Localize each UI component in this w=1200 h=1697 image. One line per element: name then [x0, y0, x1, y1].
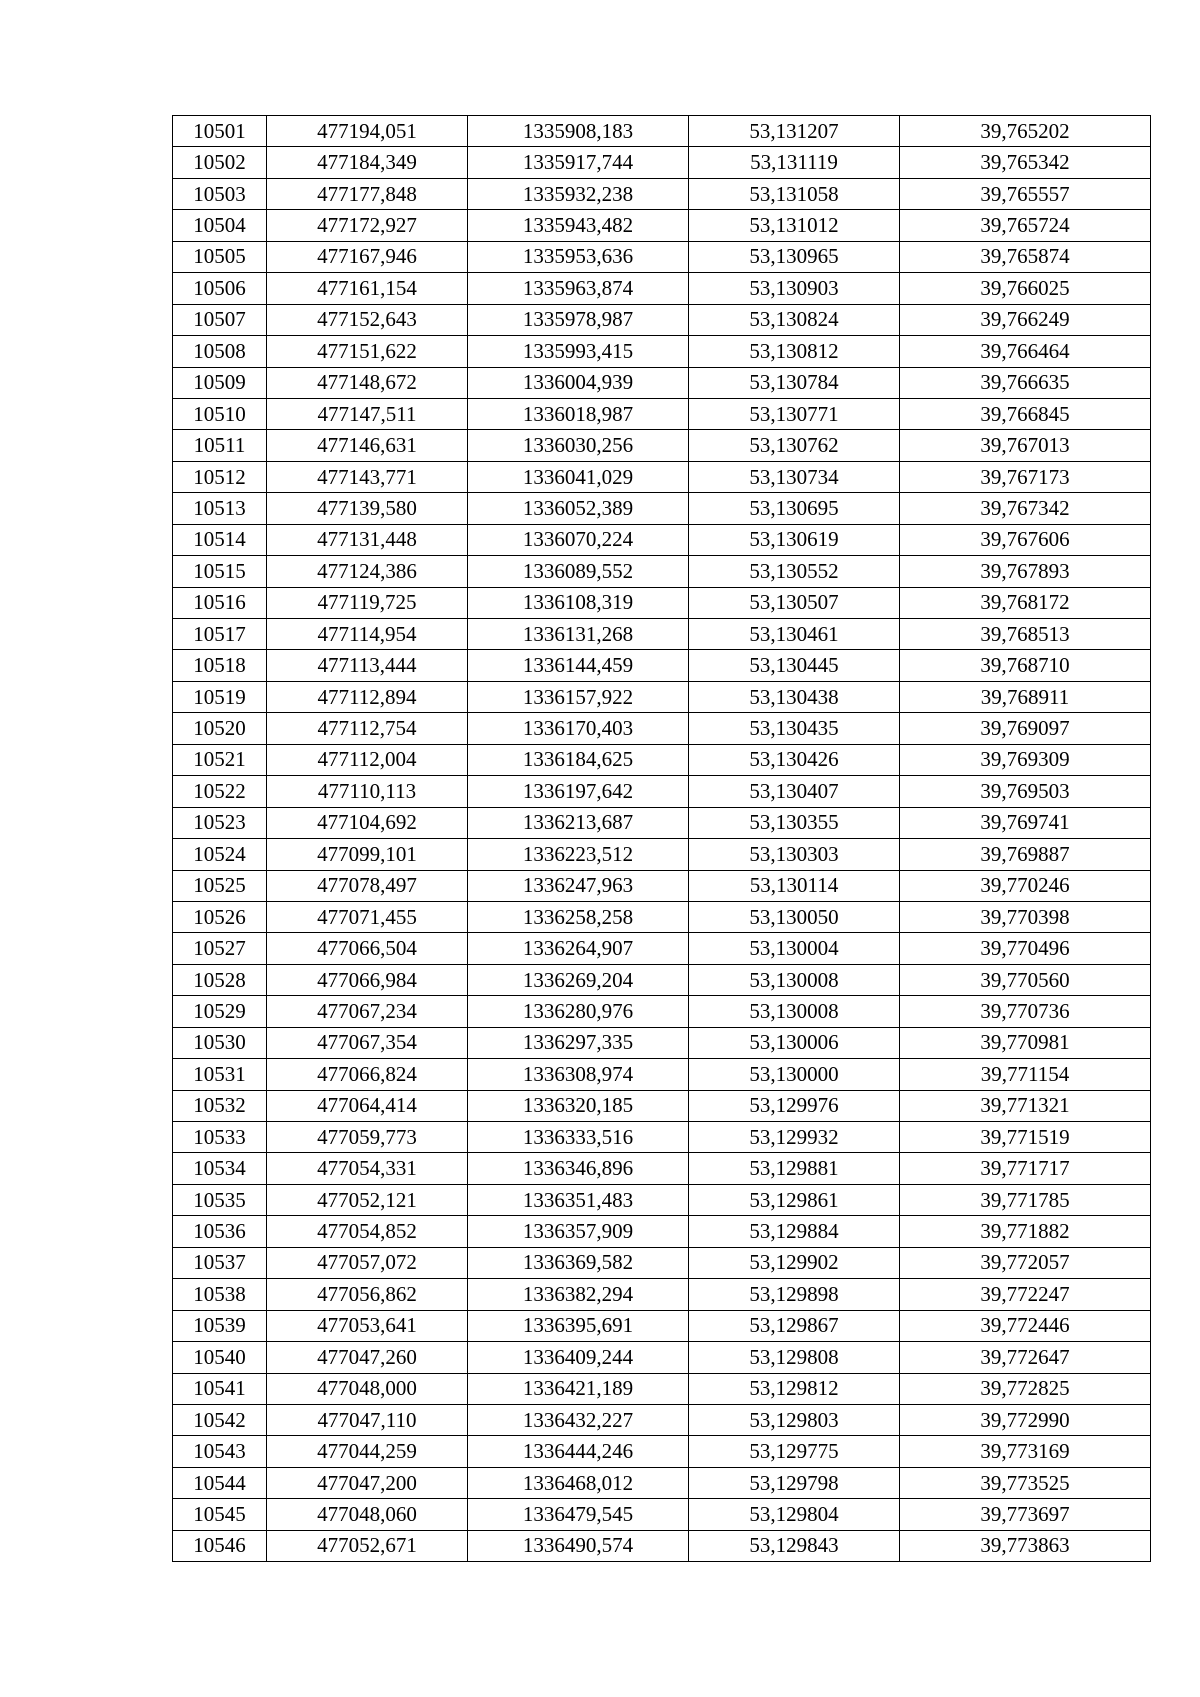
latitude-cell: 53,130695	[689, 493, 900, 524]
y-coordinate-cell: 1336333,516	[468, 1122, 689, 1153]
y-coordinate-cell: 1336018,987	[468, 398, 689, 429]
point-number-cell: 10517	[173, 619, 267, 650]
table-row	[173, 650, 1151, 681]
table-row	[173, 901, 1151, 932]
table-row	[173, 493, 1151, 524]
point-number-cell: 10534	[173, 1153, 267, 1184]
table-row	[173, 398, 1151, 429]
longitude-cell: 39,772446	[900, 1310, 1151, 1341]
point-number-cell: 10507	[173, 304, 267, 335]
y-coordinate-cell: 1336030,256	[468, 430, 689, 461]
table-row	[173, 1530, 1151, 1561]
y-coordinate-cell: 1335943,482	[468, 210, 689, 241]
latitude-cell: 53,129932	[689, 1122, 900, 1153]
y-coordinate-cell: 1336468,012	[468, 1467, 689, 1498]
latitude-cell: 53,129843	[689, 1530, 900, 1561]
x-coordinate-cell: 477052,121	[267, 1184, 468, 1215]
y-coordinate-cell: 1336369,582	[468, 1247, 689, 1278]
latitude-cell: 53,130461	[689, 619, 900, 650]
table-row	[173, 241, 1151, 272]
table-row	[173, 1090, 1151, 1121]
longitude-cell: 39,771519	[900, 1122, 1151, 1153]
y-coordinate-cell: 1336269,204	[468, 964, 689, 995]
point-number-cell: 10514	[173, 524, 267, 555]
table-row	[173, 1436, 1151, 1467]
x-coordinate-cell: 477143,771	[267, 461, 468, 492]
point-number-cell: 10515	[173, 556, 267, 587]
table-row	[173, 1247, 1151, 1278]
table-row	[173, 1467, 1151, 1498]
y-coordinate-cell: 1335917,744	[468, 147, 689, 178]
y-coordinate-cell: 1336280,976	[468, 996, 689, 1027]
y-coordinate-cell: 1336197,642	[468, 776, 689, 807]
y-coordinate-cell: 1336170,403	[468, 713, 689, 744]
x-coordinate-cell: 477066,984	[267, 964, 468, 995]
longitude-cell: 39,772990	[900, 1404, 1151, 1435]
x-coordinate-cell: 477048,060	[267, 1499, 468, 1530]
longitude-cell: 39,772647	[900, 1342, 1151, 1373]
x-coordinate-cell: 477064,414	[267, 1090, 468, 1121]
longitude-cell: 39,769503	[900, 776, 1151, 807]
latitude-cell: 53,131058	[689, 178, 900, 209]
x-coordinate-cell: 477112,004	[267, 744, 468, 775]
longitude-cell: 39,767893	[900, 556, 1151, 587]
table-row	[173, 210, 1151, 241]
latitude-cell: 53,130824	[689, 304, 900, 335]
x-coordinate-cell: 477112,894	[267, 681, 468, 712]
longitude-cell: 39,766025	[900, 273, 1151, 304]
longitude-cell: 39,765557	[900, 178, 1151, 209]
latitude-cell: 53,129808	[689, 1342, 900, 1373]
x-coordinate-cell: 477113,444	[267, 650, 468, 681]
longitude-cell: 39,773525	[900, 1467, 1151, 1498]
point-number-cell: 10505	[173, 241, 267, 272]
longitude-cell: 39,768911	[900, 681, 1151, 712]
y-coordinate-cell: 1336052,389	[468, 493, 689, 524]
longitude-cell: 39,769097	[900, 713, 1151, 744]
point-number-cell: 10520	[173, 713, 267, 744]
x-coordinate-cell: 477161,154	[267, 273, 468, 304]
table-row	[173, 807, 1151, 838]
point-number-cell: 10503	[173, 178, 267, 209]
latitude-cell: 53,129812	[689, 1373, 900, 1404]
point-number-cell: 10526	[173, 901, 267, 932]
longitude-cell: 39,766249	[900, 304, 1151, 335]
table-row	[173, 273, 1151, 304]
point-number-cell: 10509	[173, 367, 267, 398]
longitude-cell: 39,770246	[900, 870, 1151, 901]
latitude-cell: 53,129867	[689, 1310, 900, 1341]
x-coordinate-cell: 477177,848	[267, 178, 468, 209]
table-row	[173, 996, 1151, 1027]
longitude-cell: 39,773169	[900, 1436, 1151, 1467]
latitude-cell: 53,129902	[689, 1247, 900, 1278]
y-coordinate-cell: 1336395,691	[468, 1310, 689, 1341]
point-number-cell: 10542	[173, 1404, 267, 1435]
y-coordinate-cell: 1335978,987	[468, 304, 689, 335]
x-coordinate-cell: 477067,354	[267, 1027, 468, 1058]
longitude-cell: 39,767173	[900, 461, 1151, 492]
point-number-cell: 10518	[173, 650, 267, 681]
table-row	[173, 1342, 1151, 1373]
point-number-cell: 10545	[173, 1499, 267, 1530]
x-coordinate-cell: 477146,631	[267, 430, 468, 461]
latitude-cell: 53,130784	[689, 367, 900, 398]
y-coordinate-cell: 1336357,909	[468, 1216, 689, 1247]
longitude-cell: 39,765874	[900, 241, 1151, 272]
point-number-cell: 10513	[173, 493, 267, 524]
latitude-cell: 53,130771	[689, 398, 900, 429]
table-row	[173, 681, 1151, 712]
longitude-cell: 39,767342	[900, 493, 1151, 524]
x-coordinate-cell: 477172,927	[267, 210, 468, 241]
latitude-cell: 53,130762	[689, 430, 900, 461]
table-row	[173, 933, 1151, 964]
y-coordinate-cell: 1336351,483	[468, 1184, 689, 1215]
x-coordinate-cell: 477071,455	[267, 901, 468, 932]
table-row	[173, 839, 1151, 870]
y-coordinate-cell: 1336479,545	[468, 1499, 689, 1530]
y-coordinate-cell: 1336144,459	[468, 650, 689, 681]
longitude-cell: 39,766845	[900, 398, 1151, 429]
latitude-cell: 53,129898	[689, 1279, 900, 1310]
latitude-cell: 53,130734	[689, 461, 900, 492]
x-coordinate-cell: 477119,725	[267, 587, 468, 618]
point-number-cell: 10523	[173, 807, 267, 838]
latitude-cell: 53,131119	[689, 147, 900, 178]
point-number-cell: 10533	[173, 1122, 267, 1153]
point-number-cell: 10511	[173, 430, 267, 461]
y-coordinate-cell: 1336004,939	[468, 367, 689, 398]
longitude-cell: 39,767013	[900, 430, 1151, 461]
point-number-cell: 10519	[173, 681, 267, 712]
x-coordinate-cell: 477054,852	[267, 1216, 468, 1247]
y-coordinate-cell: 1336223,512	[468, 839, 689, 870]
x-coordinate-cell: 477139,580	[267, 493, 468, 524]
latitude-cell: 53,131207	[689, 116, 900, 147]
point-number-cell: 10530	[173, 1027, 267, 1058]
longitude-cell: 39,771785	[900, 1184, 1151, 1215]
table-row	[173, 1122, 1151, 1153]
x-coordinate-cell: 477151,622	[267, 336, 468, 367]
longitude-cell: 39,771154	[900, 1059, 1151, 1090]
point-number-cell: 10522	[173, 776, 267, 807]
latitude-cell: 53,130507	[689, 587, 900, 618]
point-number-cell: 10544	[173, 1467, 267, 1498]
longitude-cell: 39,770398	[900, 901, 1151, 932]
latitude-cell: 53,130552	[689, 556, 900, 587]
point-number-cell: 10501	[173, 116, 267, 147]
x-coordinate-cell: 477054,331	[267, 1153, 468, 1184]
y-coordinate-cell: 1336444,246	[468, 1436, 689, 1467]
x-coordinate-cell: 477047,200	[267, 1467, 468, 1498]
x-coordinate-cell: 477052,671	[267, 1530, 468, 1561]
latitude-cell: 53,130426	[689, 744, 900, 775]
latitude-cell: 53,130050	[689, 901, 900, 932]
table-row	[173, 1404, 1151, 1435]
point-number-cell: 10535	[173, 1184, 267, 1215]
table-row	[173, 1216, 1151, 1247]
x-coordinate-cell: 477184,349	[267, 147, 468, 178]
y-coordinate-cell: 1336297,335	[468, 1027, 689, 1058]
table-row	[173, 178, 1151, 209]
latitude-cell: 53,130903	[689, 273, 900, 304]
point-number-cell: 10525	[173, 870, 267, 901]
x-coordinate-cell: 477066,504	[267, 933, 468, 964]
point-number-cell: 10543	[173, 1436, 267, 1467]
point-number-cell: 10504	[173, 210, 267, 241]
latitude-cell: 53,130008	[689, 996, 900, 1027]
latitude-cell: 53,130303	[689, 839, 900, 870]
table-row	[173, 619, 1151, 650]
table-row	[173, 430, 1151, 461]
coordinates-table	[172, 115, 1151, 1562]
table-row	[173, 1279, 1151, 1310]
latitude-cell: 53,129884	[689, 1216, 900, 1247]
table-row	[173, 1027, 1151, 1058]
y-coordinate-cell: 1336184,625	[468, 744, 689, 775]
point-number-cell: 10528	[173, 964, 267, 995]
latitude-cell: 53,130407	[689, 776, 900, 807]
y-coordinate-cell: 1336157,922	[468, 681, 689, 712]
point-number-cell: 10538	[173, 1279, 267, 1310]
point-number-cell: 10516	[173, 587, 267, 618]
table-row	[173, 116, 1151, 147]
latitude-cell: 53,130965	[689, 241, 900, 272]
point-number-cell: 10521	[173, 744, 267, 775]
longitude-cell: 39,767606	[900, 524, 1151, 555]
y-coordinate-cell: 1336346,896	[468, 1153, 689, 1184]
latitude-cell: 53,129775	[689, 1436, 900, 1467]
longitude-cell: 39,768710	[900, 650, 1151, 681]
longitude-cell: 39,771882	[900, 1216, 1151, 1247]
x-coordinate-cell: 477194,051	[267, 116, 468, 147]
longitude-cell: 39,771321	[900, 1090, 1151, 1121]
y-coordinate-cell: 1336258,258	[468, 901, 689, 932]
y-coordinate-cell: 1335953,636	[468, 241, 689, 272]
table-row	[173, 1310, 1151, 1341]
x-coordinate-cell: 477056,862	[267, 1279, 468, 1310]
point-number-cell: 10536	[173, 1216, 267, 1247]
latitude-cell: 53,130000	[689, 1059, 900, 1090]
latitude-cell: 53,129798	[689, 1467, 900, 1498]
longitude-cell: 39,769741	[900, 807, 1151, 838]
x-coordinate-cell: 477112,754	[267, 713, 468, 744]
latitude-cell: 53,130619	[689, 524, 900, 555]
latitude-cell: 53,130355	[689, 807, 900, 838]
point-number-cell: 10508	[173, 336, 267, 367]
latitude-cell: 53,129861	[689, 1184, 900, 1215]
table-row	[173, 776, 1151, 807]
y-coordinate-cell: 1336108,319	[468, 587, 689, 618]
table-row	[173, 304, 1151, 335]
x-coordinate-cell: 477131,448	[267, 524, 468, 555]
latitude-cell: 53,131012	[689, 210, 900, 241]
point-number-cell: 10524	[173, 839, 267, 870]
x-coordinate-cell: 477124,386	[267, 556, 468, 587]
y-coordinate-cell: 1336247,963	[468, 870, 689, 901]
longitude-cell: 39,770981	[900, 1027, 1151, 1058]
latitude-cell: 53,130006	[689, 1027, 900, 1058]
longitude-cell: 39,768172	[900, 587, 1151, 618]
longitude-cell: 39,772057	[900, 1247, 1151, 1278]
x-coordinate-cell: 477078,497	[267, 870, 468, 901]
longitude-cell: 39,770560	[900, 964, 1151, 995]
latitude-cell: 53,129804	[689, 1499, 900, 1530]
x-coordinate-cell: 477110,113	[267, 776, 468, 807]
longitude-cell: 39,770736	[900, 996, 1151, 1027]
y-coordinate-cell: 1336409,244	[468, 1342, 689, 1373]
y-coordinate-cell: 1336264,907	[468, 933, 689, 964]
coordinates-table-body	[173, 116, 1151, 1562]
latitude-cell: 53,129881	[689, 1153, 900, 1184]
x-coordinate-cell: 477147,511	[267, 398, 468, 429]
y-coordinate-cell: 1336089,552	[468, 556, 689, 587]
point-number-cell: 10510	[173, 398, 267, 429]
x-coordinate-cell: 477057,072	[267, 1247, 468, 1278]
latitude-cell: 53,130445	[689, 650, 900, 681]
table-row	[173, 744, 1151, 775]
table-row	[173, 556, 1151, 587]
longitude-cell: 39,769887	[900, 839, 1151, 870]
x-coordinate-cell: 477048,000	[267, 1373, 468, 1404]
y-coordinate-cell: 1336308,974	[468, 1059, 689, 1090]
latitude-cell: 53,129976	[689, 1090, 900, 1121]
point-number-cell: 10512	[173, 461, 267, 492]
table-row	[173, 1184, 1151, 1215]
latitude-cell: 53,130004	[689, 933, 900, 964]
point-number-cell: 10540	[173, 1342, 267, 1373]
table-row	[173, 1153, 1151, 1184]
latitude-cell: 53,130008	[689, 964, 900, 995]
point-number-cell: 10531	[173, 1059, 267, 1090]
point-number-cell: 10537	[173, 1247, 267, 1278]
x-coordinate-cell: 477047,260	[267, 1342, 468, 1373]
table-row	[173, 1499, 1151, 1530]
longitude-cell: 39,772247	[900, 1279, 1151, 1310]
y-coordinate-cell: 1336432,227	[468, 1404, 689, 1435]
y-coordinate-cell: 1335993,415	[468, 336, 689, 367]
longitude-cell: 39,766635	[900, 367, 1151, 398]
x-coordinate-cell: 477047,110	[267, 1404, 468, 1435]
latitude-cell: 53,130114	[689, 870, 900, 901]
y-coordinate-cell: 1336041,029	[468, 461, 689, 492]
table-row	[173, 713, 1151, 744]
latitude-cell: 53,130435	[689, 713, 900, 744]
point-number-cell: 10529	[173, 996, 267, 1027]
x-coordinate-cell: 477148,672	[267, 367, 468, 398]
longitude-cell: 39,768513	[900, 619, 1151, 650]
longitude-cell: 39,765342	[900, 147, 1151, 178]
longitude-cell: 39,765724	[900, 210, 1151, 241]
table-row	[173, 367, 1151, 398]
y-coordinate-cell: 1336490,574	[468, 1530, 689, 1561]
longitude-cell: 39,766464	[900, 336, 1151, 367]
table-row	[173, 1373, 1151, 1404]
longitude-cell: 39,773697	[900, 1499, 1151, 1530]
table-row	[173, 336, 1151, 367]
x-coordinate-cell: 477067,234	[267, 996, 468, 1027]
x-coordinate-cell: 477044,259	[267, 1436, 468, 1467]
table-row	[173, 461, 1151, 492]
y-coordinate-cell: 1335908,183	[468, 116, 689, 147]
y-coordinate-cell: 1336382,294	[468, 1279, 689, 1310]
longitude-cell: 39,773863	[900, 1530, 1151, 1561]
longitude-cell: 39,765202	[900, 116, 1151, 147]
y-coordinate-cell: 1336131,268	[468, 619, 689, 650]
y-coordinate-cell: 1335963,874	[468, 273, 689, 304]
point-number-cell: 10539	[173, 1310, 267, 1341]
table-row	[173, 870, 1151, 901]
x-coordinate-cell: 477053,641	[267, 1310, 468, 1341]
y-coordinate-cell: 1336213,687	[468, 807, 689, 838]
table-row	[173, 587, 1151, 618]
table-row	[173, 964, 1151, 995]
x-coordinate-cell: 477167,946	[267, 241, 468, 272]
longitude-cell: 39,771717	[900, 1153, 1151, 1184]
y-coordinate-cell: 1336320,185	[468, 1090, 689, 1121]
point-number-cell: 10532	[173, 1090, 267, 1121]
x-coordinate-cell: 477152,643	[267, 304, 468, 335]
table-row	[173, 1059, 1151, 1090]
latitude-cell: 53,130812	[689, 336, 900, 367]
x-coordinate-cell: 477114,954	[267, 619, 468, 650]
y-coordinate-cell: 1335932,238	[468, 178, 689, 209]
point-number-cell: 10506	[173, 273, 267, 304]
point-number-cell: 10527	[173, 933, 267, 964]
x-coordinate-cell: 477059,773	[267, 1122, 468, 1153]
x-coordinate-cell: 477104,692	[267, 807, 468, 838]
latitude-cell: 53,129803	[689, 1404, 900, 1435]
x-coordinate-cell: 477099,101	[267, 839, 468, 870]
point-number-cell: 10541	[173, 1373, 267, 1404]
longitude-cell: 39,770496	[900, 933, 1151, 964]
y-coordinate-cell: 1336070,224	[468, 524, 689, 555]
longitude-cell: 39,769309	[900, 744, 1151, 775]
longitude-cell: 39,772825	[900, 1373, 1151, 1404]
latitude-cell: 53,130438	[689, 681, 900, 712]
point-number-cell: 10502	[173, 147, 267, 178]
point-number-cell: 10546	[173, 1530, 267, 1561]
y-coordinate-cell: 1336421,189	[468, 1373, 689, 1404]
table-row	[173, 524, 1151, 555]
table-row	[173, 147, 1151, 178]
x-coordinate-cell: 477066,824	[267, 1059, 468, 1090]
